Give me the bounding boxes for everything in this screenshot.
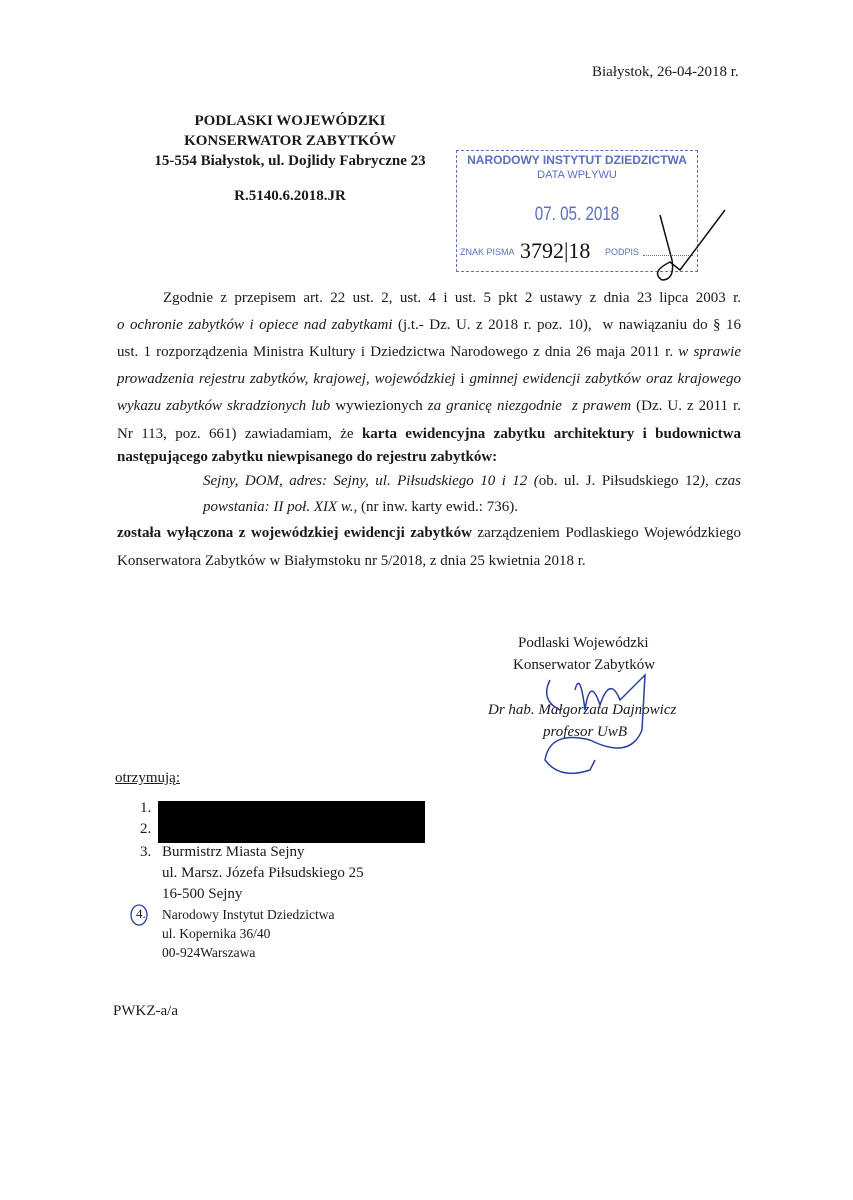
body-text-segment: wykazu zabytków skradzionych lub — [117, 398, 331, 414]
body-line — [163, 288, 741, 308]
body-text-segment: powstania: II poł. XIX w., — [203, 499, 358, 515]
handwritten-ref-number: 3792|18 — [520, 238, 591, 263]
signature-line-2: Konserwator Zabytków — [513, 657, 656, 673]
sender-address: 15-554 Białystok, ul. Dojlidy Fabryczne 23 — [154, 153, 426, 169]
recipient-number-1: 1. — [140, 800, 152, 816]
body-text-segment: Zgodnie z przepisem art. 22 ust. 2, ust. 4 i ust. 5 pkt 2 ustawy z dnia 23 lipca 2003 r. — [163, 290, 741, 306]
body-text-segment: (nr inw. karty ewid.: 736). — [357, 499, 518, 515]
body-text-segment: zarządzeniem Podlaskiego Wojewódzkiego — [471, 525, 741, 541]
place-date: Białystok, 26-04-2018 r. — [592, 64, 739, 80]
handwritten-ref-and-initials — [450, 200, 730, 300]
body-text-segment: za granicę niezgodnie z prawem — [427, 398, 632, 414]
body-text-segment: prowadzenia rejestru zabytków, krajowej, wojewódzkiej — [117, 371, 456, 387]
stamp-label: DATA WPŁYWU — [537, 169, 617, 181]
body-line — [117, 315, 741, 335]
body-line — [117, 396, 741, 416]
sender-line-1: PODLASKI WOJEWÓDZKI — [194, 113, 386, 129]
body-line — [117, 342, 741, 362]
body-text-segment: w sprawie — [678, 344, 741, 360]
body-text-segment: została wyłączona z wojewódzkiej ewidencji zabytków — [117, 525, 472, 541]
signature-line-1: Podlaski Wojewódzki — [518, 635, 649, 651]
recipient-number-2: 2. — [140, 821, 152, 837]
footer-code: PWKZ-a/a — [113, 1003, 178, 1019]
recipient-3-line-3: 16-500 Sejny — [162, 886, 243, 902]
stamp-ref-label: ZNAK PISMA — [460, 247, 515, 257]
recipient-4-line-1: Narodowy Instytut Dziedzictwa — [162, 907, 335, 922]
body-line — [117, 523, 741, 543]
body-text-segment: Konserwatora Zabytków w Białymstoku nr 5/2018, z dnia 25 kwietnia 2018 r. — [117, 553, 586, 569]
recipient-number-3: 3. — [140, 844, 152, 860]
recipient-4-line-2: ul. Kopernika 36/40 — [162, 926, 271, 941]
stamp-date: 07. 05. 2018 — [534, 204, 620, 225]
redaction-box — [158, 801, 425, 843]
reference-number: R.5140.6.2018.JR — [234, 188, 346, 204]
body-text-segment: i — [455, 371, 470, 387]
body-line — [117, 369, 741, 389]
body-text-segment: (Dz. U. z 2011 r. — [631, 398, 741, 414]
stamp-institution: NARODOWY INSTYTUT DZIEDZICTWA — [467, 153, 687, 167]
body-text-segment: gminnej ewidencji zabytków oraz krajowego — [469, 371, 741, 387]
signatory-title: profesor UwB — [543, 724, 628, 740]
recipient-4-line-3: 00-924Warszawa — [162, 945, 256, 960]
recipients-heading: otrzymują: — [115, 770, 180, 786]
body-line — [117, 551, 741, 571]
body-line — [117, 447, 741, 467]
sender-line-2: KONSERWATOR ZABYTKÓW — [184, 133, 396, 149]
body-text-segment: następującego zabytku niewpisanego do rejestru zabytków: — [117, 449, 498, 465]
body-text-segment: Sejny, DOM, adres: Sejny, ul. Piłsudskiego 10 i 12 ( — [203, 473, 539, 489]
recipient-number-4: 4. — [136, 906, 146, 921]
handwritten-signature — [530, 630, 670, 790]
body-text-segment: ob. ul. J. Piłsudskiego 12 — [538, 473, 700, 489]
body-text-segment: wywiezionych — [330, 398, 428, 414]
stamp-sign-label: PODPIS — [605, 247, 640, 257]
body-text-segment: ), czas — [699, 473, 741, 489]
body-text-segment: (j.t.- Dz. U. z 2018 r. poz. 10), w nawiązaniu do § 16 — [392, 317, 741, 333]
body-text-segment: Nr 113, poz. 661) zawiadamiam, że — [117, 426, 362, 442]
body-text-segment: karta ewidencyjna zabytku architektury i budownictwa — [361, 426, 741, 442]
body-text-segment: ust. 1 rozporządzenia Ministra Kultury i Dziedzictwa Narodowego z dnia 26 maja 2011 r. — [117, 344, 679, 360]
body-line — [203, 471, 741, 491]
recipient-3-line-1: Burmistrz Miasta Sejny — [162, 844, 305, 860]
body-line — [117, 424, 741, 444]
body-text-segment: o ochronie zabytków i opiece nad zabytkami — [117, 317, 393, 333]
signature-initials — [658, 210, 726, 280]
handwritten-circle — [128, 903, 152, 927]
recipient-3-line-2: ul. Marsz. Józefa Piłsudskiego 25 — [162, 865, 364, 881]
body-line — [203, 497, 741, 517]
signatory-name: Dr hab. Małgorzata Dajnowicz — [488, 702, 677, 718]
